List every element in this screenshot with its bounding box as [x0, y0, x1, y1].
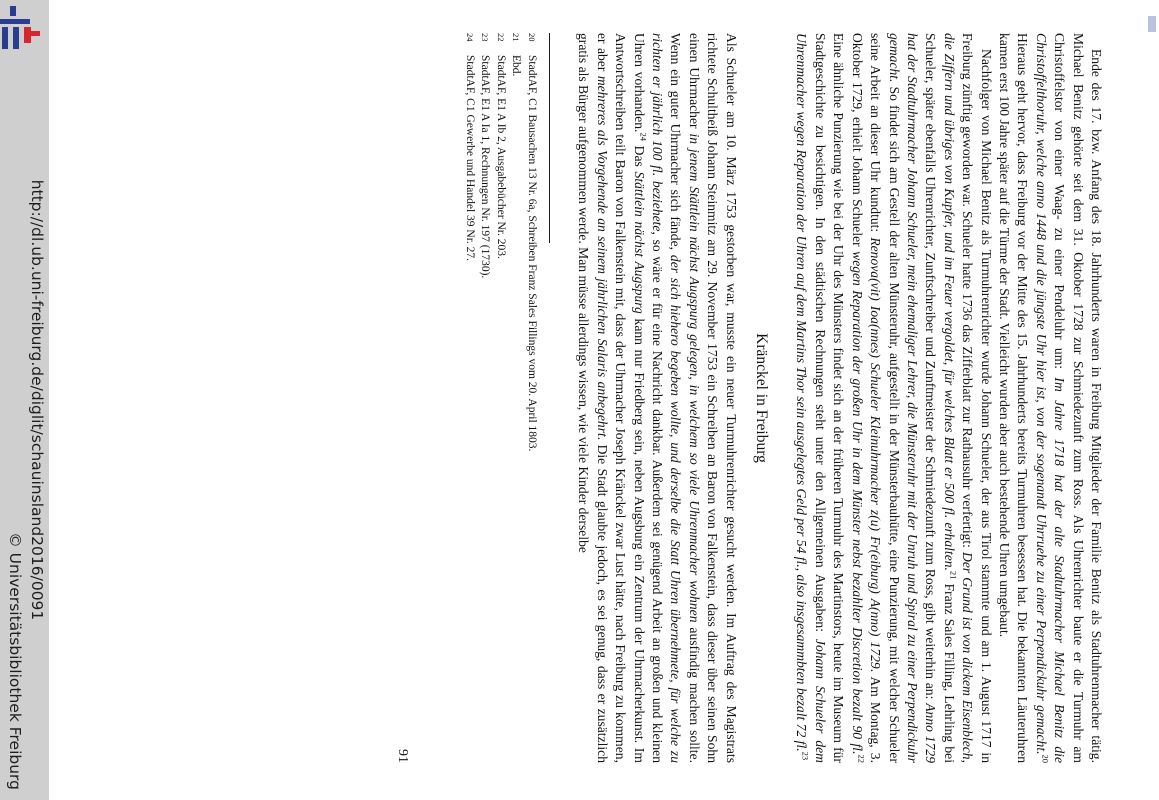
footnotes-list — [461, 33, 539, 763]
footnote-item — [508, 33, 524, 763]
source-url-link[interactable]: http://dl.ub.uni-freiburg.de/diglit/schauinsland2016/0091 — [28, 179, 46, 621]
footnote-text: Ebd. — [510, 55, 523, 77]
section-heading: Kränckel in Freiburg — [753, 333, 771, 463]
text-run: kann nur Friedberg sein, neben Augsburg ein Zentrum der Uhrmacherkunst. Im Antwortschreiben teilt Baron von Falkenstein mit, dass der Uhrmacher Joseph Kränckel zwar Lust hätte, nach Freiburg zu kommen, er aber — [594, 33, 647, 763]
footnote-text: StadtAF, E1 A Ia 1, Rechnungen Nr. 197 (1730). — [479, 55, 492, 279]
text-run: . Die Stadt glaubte jedoch, es sei genug, dass er zusätzlich gratis als Bürger aufgenommen werde. Man müsse allerdings wissen, wie viele Kinder derselbe — [576, 33, 610, 763]
text-run: Ende des 17. bzw. Anfang des 18. Jahrhunderts waren in Freiburg Mitglieder der Familie Benitz als Stadtuhrenmacher tätig. Michael Benitz gehörte seit dem 31. Oktober 1728 zur Schmiedezunft zum Ross. Als Uhrenrichter baute er die Turmuhr am Christoffelstor von einer Waag- zu einer Pendeluhr um: — [1052, 33, 1104, 763]
footnote-number: 24 — [464, 33, 475, 42]
text-run: , so wäre er für eine Nachricht dankbar. Außerdem sei genügend Arbeit an großen und kleinen Uhren vorhanden. — [631, 33, 666, 763]
page-number: 91 — [395, 749, 410, 763]
footnote-number: 20 — [527, 33, 538, 42]
footnote-reference: 23 — [801, 751, 812, 761]
text-run: . Am Montag, 3. Oktober 1729, erhielt Johann Schueler — [849, 33, 884, 763]
text-run: Als Schueler am 10. März 1753 gestorben war, musste ein neuer Turmuhrenrichter gesucht werden. Im Auftrag des Magistrats richtete Schultheiß Johann Steinmitz am 29. November 1753 ein Schreiben an Baron von Falkenstein, dass dieser über seinen Sohn einen Uhrmacher — [686, 33, 739, 763]
quoted-text: Der Grund ist von dickem Eisenblech, die Ziffern und übriges von Kupfer, und im Feuer vergoldet, für welches Blatt er 500 fl. erhalten. — [941, 33, 976, 763]
footnote-item — [523, 33, 539, 763]
viewer-sidebar — [0, 0, 49, 800]
quoted-text: Anno 1729 hat der Stadtuhrmacher Johann Schueler, mein ehemaliger Lehrer, die Münsteruhr mit der Unruh und Spiral zu einer Perpendickuhr gemacht. — [886, 33, 939, 763]
quoted-text: in jenem Stättlein nächst Augspurg gelegen, in welchem so viele Uhrenmacher wohnen — [686, 133, 702, 623]
footnote-item — [461, 33, 477, 763]
footnote-number: 23 — [480, 33, 491, 42]
text-run: ausfindig machen sollte. Wenn ein guter Uhrmacher sich fände, — [668, 33, 702, 764]
footnote-item — [477, 33, 493, 763]
body-paragraph — [792, 33, 994, 763]
sidebar-caption — [0, 10, 48, 790]
quoted-text: mehreres als Vorgehende an seinem jährlichen Salaris anbegehrt — [594, 75, 610, 437]
footnote-text: StadtAF, E1 A Ib 2, Ausgabebücher Nr. 203. — [494, 55, 507, 259]
footnote-text: StadtAF, C1 Gewerbe und Handel 39 Nr. 27. — [463, 55, 476, 262]
text-run: So findet sich am Gestell der alten Münsteruhr, aufgestellt in der Münsterbauhütte, eine Punzierung, mit welcher Schueler seine Arbeit an dieser Uhr kundtut: — [868, 33, 902, 763]
quoted-text: Renova(vit) Ioa(nnes) Schueler Kleinuhrmacher z(u) Fr(eiburg) A(nno) 1729 — [868, 237, 884, 669]
text-run: Franz Sales Filling, Lehrling bei Schueler, später ebenfalls Uhrenrichter, Zunftschreiber und Zunftmeister der Schmiedezunft zum Ross, gibt weiterhin an: — [923, 33, 957, 763]
footnote-number: 22 — [495, 33, 506, 42]
quoted-text: der sich hiehero begeben wollte, und derselbe die Statt Uhren übernehmete, für welche zu richten er jährlich 100 fl. beziehete — [650, 33, 684, 763]
footnote-reference: 22 — [856, 754, 867, 763]
quoted-text: Johann Schueler dem Uhrenmacher wegen Reparation der Uhren auf dem Martins Thor sein ausgelegtes Geld per 54 fl., also insgesammbten bezalt 72 fl. — [794, 33, 828, 763]
body-paragraph — [574, 33, 740, 763]
footnote-reference: 24 — [638, 132, 649, 141]
page-body — [461, 33, 1105, 763]
text-run: Nachfolger von Michael Benitz als Turmuhrenrichter wurde Johann Schueler, der aus Tirol stammte und am 1. August 1717 in Freiburg zünftig geworden war. Schueler hatte 1736 das Zifferblatt zur Rathausuhr verfertigt: — [960, 33, 994, 763]
footnote-text: StadtAF, C1 Bausachen 13 Nr. 6a, Schreiben Franz Sales Fillings vom 20. April 1803. — [526, 55, 539, 452]
text-run: Eine ähnliche Punzierung wie bei der Uhr des Münsters findet sich an der früheren Turmuhr des Martinstors, heute im Museum für Stadtgeschichte zu besichtigen. In den städtischen Rechnungen steht unter den Allgemeinen Ausgaben: — [812, 33, 847, 763]
book-page — [105, 33, 1105, 763]
footnote-item — [492, 33, 508, 763]
copyright-notice: © Universitätsbibliothek Freiburg — [6, 532, 24, 790]
text-run: Hieraus geht hervor, dass Freiburg vor der Mitte des 15. Jahrhunderts bereits Turmuhren besessen hat. Die bekannten Läuteruhren kamen erst 100 Jahre später auf die Türme der Stadt. Vielleicht wurden aber auch bestehende Uhren umgebaut. — [996, 33, 1031, 763]
footnote-divider — [549, 33, 550, 243]
footnote-number: 21 — [511, 33, 522, 42]
body-paragraph — [995, 33, 1105, 763]
footnote-reference: 20 — [1040, 754, 1051, 763]
intro-section — [792, 33, 1105, 763]
section-body — [574, 33, 740, 763]
quoted-text: wegen Reparation der großen Uhr in dem Münster nebst bezahlter Discretion bezalt 90 fl. — [849, 251, 865, 755]
text-run: Das — [631, 140, 647, 172]
footnote-reference: 21 — [948, 570, 959, 580]
quoted-text: Stättlein nächst Augspurg — [631, 171, 647, 314]
viewer-corner-marker — [1148, 16, 1156, 32]
quoted-text: Im Jahre 1718 hat der alte Stadtuhrmacher Michael Benitz die Christoffelthoruhr, welche anno 1448 und die jüngste Uhr hier ist, von der sogenandt Uhrruehe zu einer Perpendickuhr gemacht. — [1033, 33, 1068, 763]
